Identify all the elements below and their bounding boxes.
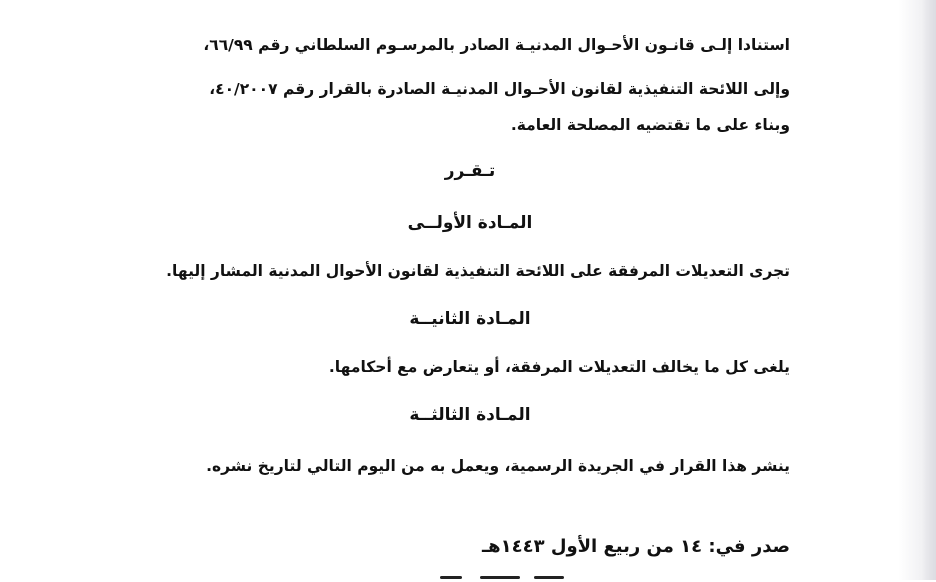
article-2-title: المـادة الثانيــة [409,309,531,329]
cut-off-next-line [150,576,590,582]
preamble-line-1: استنادا إلـى قانـون الأحـوال المدنيـة الصادر بالمرسـوم السلطاني رقم ٦٦/٩٩، [203,36,790,54]
article-2-text: يلغى كل ما يخالف التعديلات المرفقة، أو يتعارض مع أحكامها. [328,358,790,376]
article-3-text: ينشر هذا القرار في الجريدة الرسمية، ويعمل به من اليوم التالي لتاريخ نشره. [206,457,790,475]
article-1-text: تجرى التعديلات المرفقة على اللائحة التنفيذية لقانون الأحوال المدنية المشار إليها. [166,262,790,280]
article-3-title: المـادة الثالثــة [409,405,531,425]
issued-date: صدر في: ١٤ من ربيع الأول ١٤٤٣هـ [481,536,790,557]
page-edge-shadow [922,0,936,580]
preamble-line-2: وإلى اللائحة التنفيذية لقانون الأحـوال المدنيـة الصادرة بالقرار رقم ٤٠/٢٠٠٧، [209,80,790,98]
article-1-title: المـادة الأولــى [407,213,533,233]
decision-heading: تـقـرر [444,161,496,181]
preamble-line-3: وبناء على ما تقتضيه المصلحة العامة. [510,116,790,134]
